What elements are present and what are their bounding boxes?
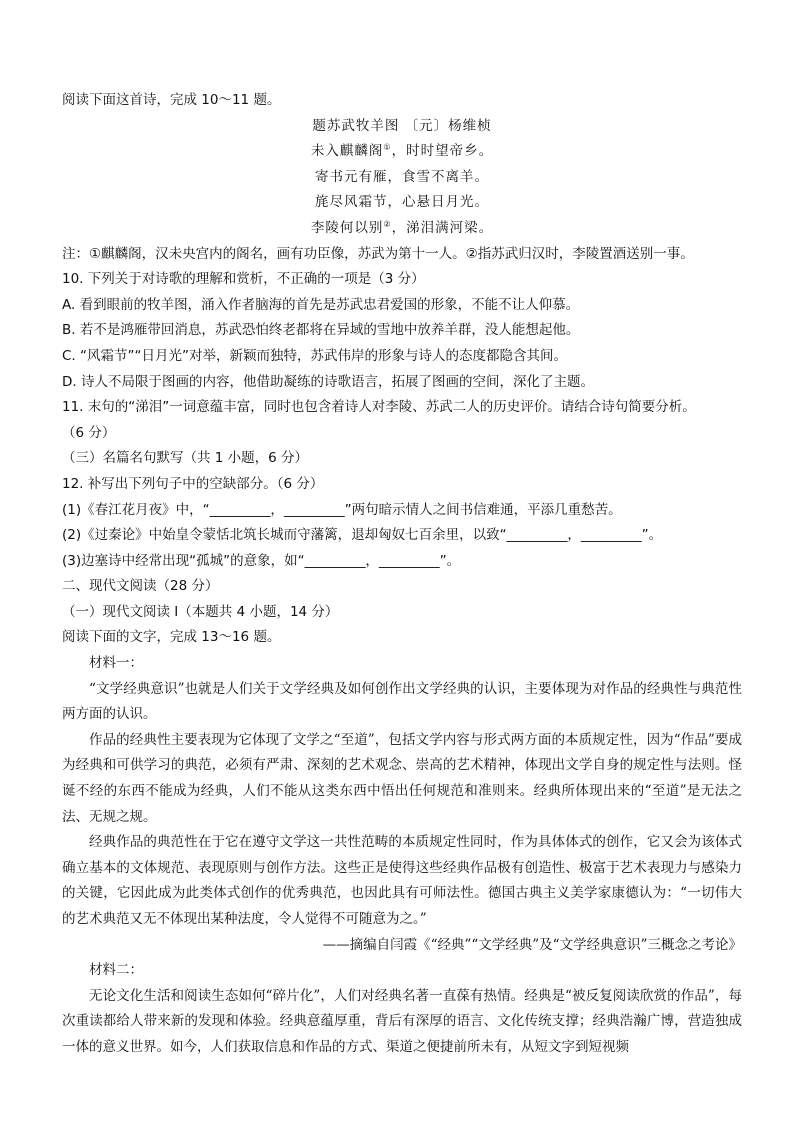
poem-line-4: 李陵何以别②，涕泪满河梁。: [310, 219, 494, 236]
poem-line-2: 寄书元有雁，食雪不离羊。: [315, 168, 489, 185]
poem-line-3: 旄尽风霜节，心悬日月光。: [315, 194, 489, 211]
material-1-paragraph-2: 作品的经典性主要表现为它体现了文学之“至道”，包括文学内容与形式两方面的本质规定性，因为“作品”要成为经典和可供学习的典范，必须有严肃、深刻的艺术观念、崇高的艺术精神，体现出文学自身的规定性与法则。怪诞不经的东西不能成为经典，人们不能从这类东西中悟出任何规范和准则来。经典所体现出来的“至道”是无法之法、无规之规。: [62, 731, 742, 825]
poem-line-1: 未入麒麟阁①，时时望帝乡。: [310, 142, 494, 160]
question-10-stem: 10. 下列关于对诗歌的理解和赏析，不正确的一项是（3 分）: [62, 271, 425, 288]
part-2-heading: 二、现代文阅读（28 分）: [62, 578, 219, 595]
material-1-source: ——摘编自闫霞《“经典”“文学经典”及“文学经典意识”三概念之考论》: [322, 936, 742, 953]
reading-intro-2: 阅读下面的文字，完成 13～16 题。: [62, 629, 281, 646]
section-3-heading: （三）名篇名句默写（共 1 小题，6 分）: [62, 450, 309, 467]
exam-page: [62, 88, 742, 1061]
question-11-score: （6 分）: [62, 424, 116, 441]
question-11-stem: 11. 末句的“涕泪”一词意蕴丰富，同时也包含着诗人对李陵、苏武二人的历史评价。请结合诗句简要分析。: [62, 399, 696, 416]
poem-note: 注：①麒麟阁，汉未央宫内的阁名，画有功臣像，苏武为第十一人。②指苏武归汉时，李陵置酒送别一事。: [62, 245, 694, 262]
material-2-paragraph: 无论文化生活和阅读生态如何“碎片化”，人们对经典名著一直葆有热情。经典是“被反复阅读欣赏的作品”，每次重读都给人带来新的发现和体验。经典意蕴厚重，背后有深厚的语言、文化传统支撑；经典浩瀚广博，营造独成一体的意义世界。如今，人们获取信息和作品的方式、渠道之便捷前所未有，从短文字到短视频: [62, 987, 742, 1055]
question-12-item-3: (3)边塞诗中经常出现“孤城”的意象，如“_________，_________”。: [62, 552, 461, 569]
question-12-item-1: (1)《春江花月夜》中，“_________，_________”两句暗示情人之间书信难通，平添几重愁苦。: [62, 501, 622, 518]
subsection-1-heading: （一）现代文阅读 I（本题共 4 小题，14 分）: [62, 603, 339, 620]
material-1-paragraph-3: 经典作品的典范性在于它在遵守文学这一共性范畴的本质规定性同时，作为具体体式的创作，它又会为该体式确立基本的文体规范、表现原则与创作方法。这些正是使得这些经典作品极有创造性、极富于艺术表现力与感染力的关键，它因此成为此类体式创作的优秀典范，也因此具有可师法性。德国古典主义美学家康德认为：“一切伟大的艺术典范又无不体现出某种法度，令人觉得不可随意为之。”: [62, 834, 742, 927]
reading-intro: 阅读下面这首诗，完成 10～11 题。: [62, 92, 281, 108]
question-10-option-b: B. 若不是鸿雁带回消息，苏武恐怕终老都将在异域的雪地中放养羊群，没人能想起他。: [62, 322, 580, 339]
question-12-stem: 12. 补写出下列句子中的空缺部分。（6 分）: [62, 475, 324, 492]
poem-title: 题苏武牧羊图 〔元〕杨维桢: [312, 117, 492, 134]
material-1-paragraph-1: “文学经典意识”也就是人们关于文学经典及如何创作出文学经典的认识，主要体现为对作品的经典性与典范性两方面的认识。: [62, 680, 742, 723]
question-10-option-c: C. “风霜节”“日月光”对举，新颖而独特，苏武伟岸的形象与诗人的态度都隐含其间。: [62, 347, 567, 364]
material-2-label: 材料二：: [89, 962, 143, 979]
poem: [62, 114, 742, 242]
question-10-option-a: A. 看到眼前的牧羊图，涌入作者脑海的首先是苏武忠君爱国的形象，不能不让人仰慕。: [62, 296, 580, 313]
material-1-label: 材料一：: [89, 655, 143, 672]
question-10-option-d: D. 诗人不局限于图画的内容，他借助凝练的诗歌语言，拓展了图画的空间，深化了主题。: [62, 373, 594, 390]
question-12-item-2: (2)《过秦论》中始皇令蒙恬北筑长城而守藩篱，退却匈奴七百余里，以致“_________，_________”。: [62, 527, 663, 544]
